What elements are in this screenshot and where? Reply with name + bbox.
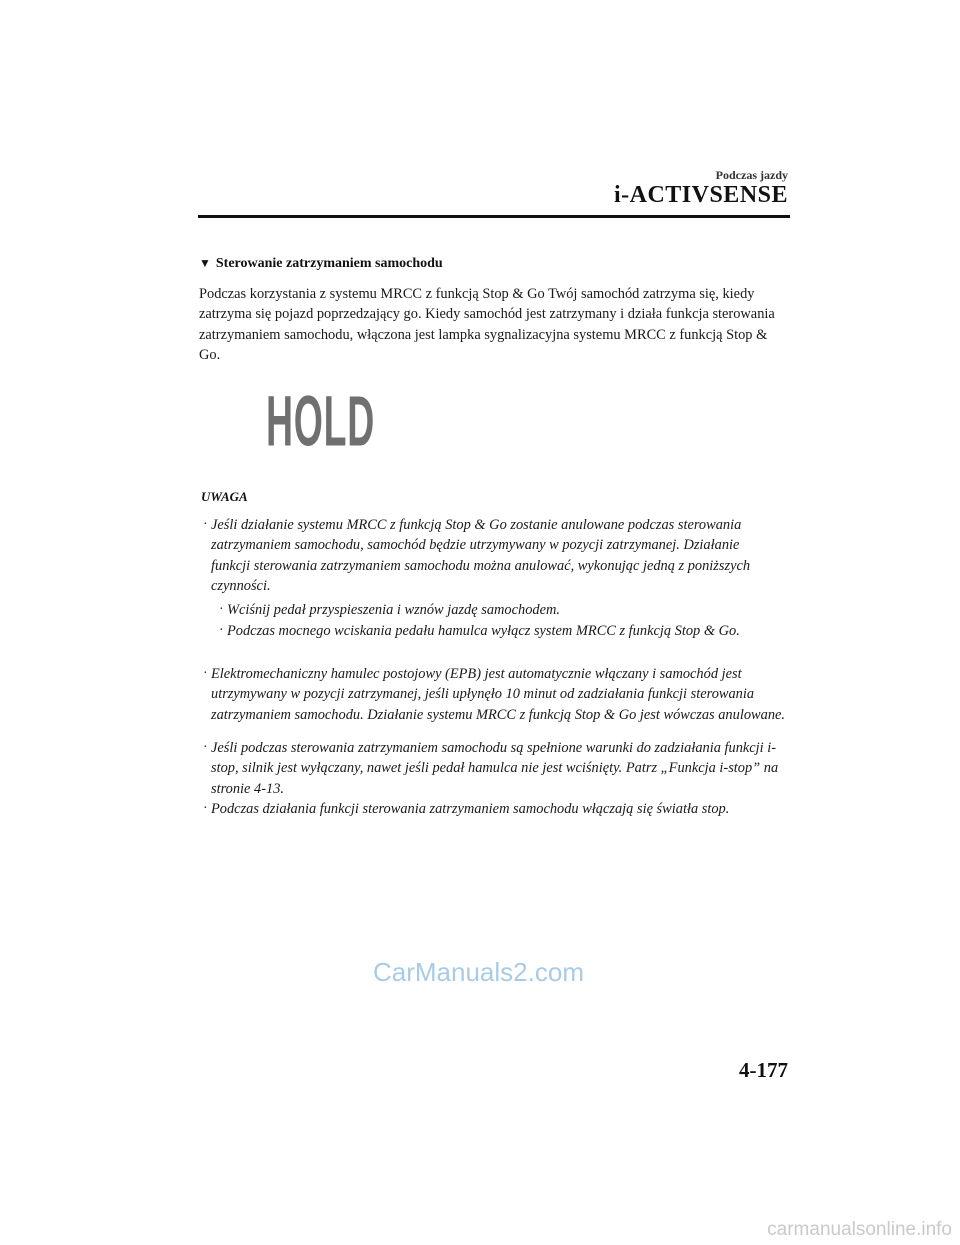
section-title-text: Sterowanie zatrzymaniem samochodu xyxy=(215,256,443,271)
note-subitem xyxy=(219,600,787,620)
note-item xyxy=(203,799,791,819)
note-item-text: Podczas mocnego wciskania pedału hamulca wyłącz system MRCC z funkcją Stop & Go. xyxy=(227,623,740,639)
body-paragraph: Podczas korzystania z systemu MRCC z funkcją Stop & Go Twój samochód zatrzyma się, kiedy zatrzyma się pojazd poprzedzający go. Kiedy samochód jest zatrzymany i działa funkcja sterowania zatrzymaniem samochodu, włączona jest lampka sygnalizacyjna systemu MRCC z funkcją Stop & Go. xyxy=(199,286,775,364)
bullet-icon: · xyxy=(203,801,208,816)
note-item-text: Jeśli podczas sterowania zatrzymaniem samochodu są spełnione warunki do zadziałania funkcji i-stop, silnik jest wyłączany, nawet jeśli pedał hamulca nie jest wciśnięty. Patrz „Funkcja i-stop” na stronie 4-13. xyxy=(211,740,779,797)
note-item-text: Elektromechaniczny hamulec postojowy (EPB) jest automatycznie włączany i samochód jest utrzymywany w pozycji zatrzymanej, jeśli upłynęło 10 minut od zadziałania funkcji sterowania zatrzymaniem samochodu. Działanie systemu MRCC z funkcją Stop & Go jest wówczas anulowane. xyxy=(211,666,785,723)
note-subitem xyxy=(219,621,777,641)
chapter-title: Podczas jazdy xyxy=(715,168,788,182)
bullet-icon: · xyxy=(219,623,224,638)
watermark-logo: CarManuals2.com xyxy=(373,957,584,987)
bullet-icon: · xyxy=(203,517,208,532)
footer-watermark: carmanualsonline.info xyxy=(767,1219,952,1240)
page-number: 4-177 xyxy=(739,1058,788,1082)
bullet-icon: · xyxy=(203,740,208,755)
note-item xyxy=(203,515,771,597)
note-item-text: Wciśnij pedał przyspieszenia i wznów jazdę samochodem. xyxy=(227,602,560,618)
note-item-text: Podczas działania funkcji sterowania zatrzymaniem samochodu włączają się światła stop. xyxy=(211,801,730,817)
hold-indicator-text: HOLD xyxy=(266,382,375,463)
note-item-text: Jeśli działanie systemu MRCC z funkcją Stop & Go zostanie anulowane podczas sterowania zatrzymaniem samochodu, samochód będzie utrzymywany w pozycji zatrzymanej. Działanie funkcji sterowania zatrzymaniem samochodu można anulować, wykonując jedną z poniższych czynności. xyxy=(211,517,751,595)
note-heading: UWAGA xyxy=(201,489,248,504)
section-title xyxy=(199,256,443,272)
bullet-icon: · xyxy=(203,666,208,681)
header-divider xyxy=(198,215,790,218)
hold-indicator-icon xyxy=(266,382,400,463)
triangle-marker-icon: ▼ xyxy=(199,256,211,270)
note-item xyxy=(203,738,781,799)
bullet-icon: · xyxy=(219,602,224,617)
note-item xyxy=(203,664,787,725)
section-header: i-ACTIVSENSE xyxy=(613,182,788,208)
